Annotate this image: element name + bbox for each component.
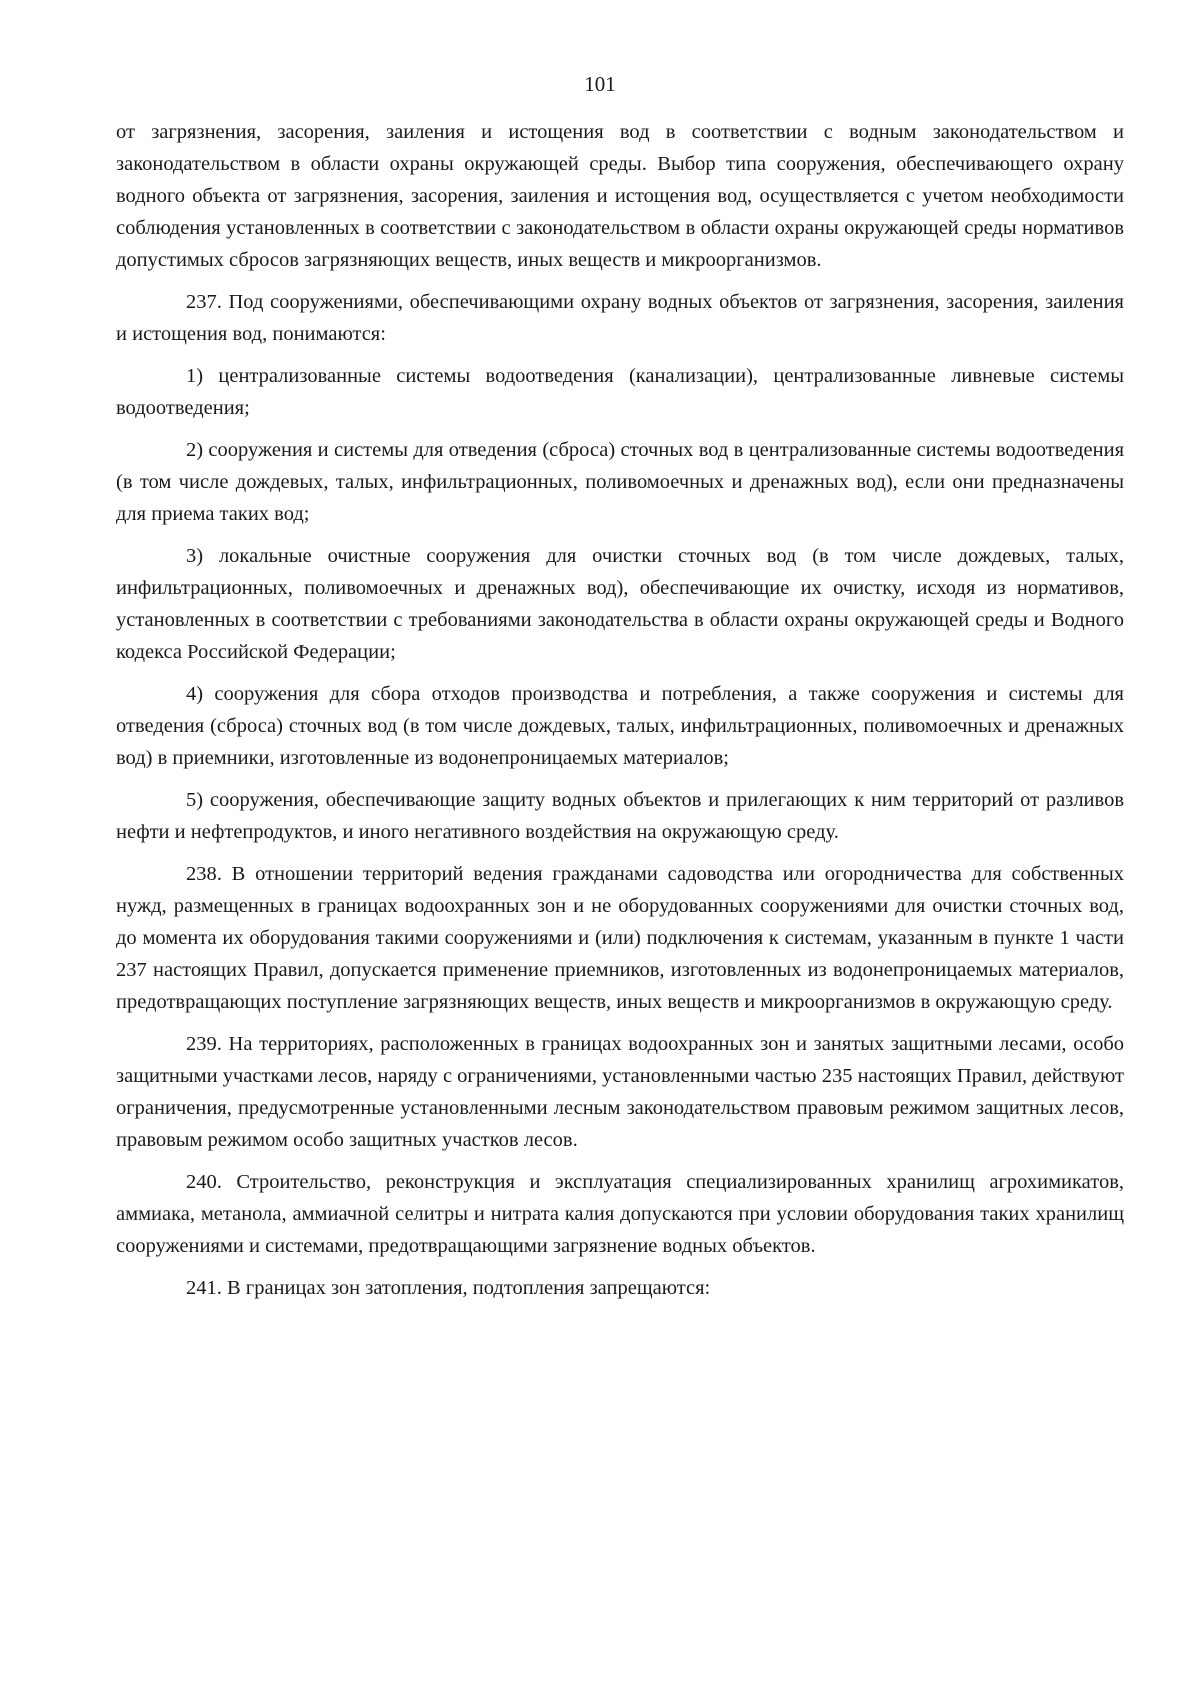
paragraph-continuation: от загрязнения, засорения, заиления и истощения вод в соответствии с водным законодательством и законодательством в области охраны окружающей среды. Выбор типа сооружения, обеспечивающего охрану водного объекта от загрязнения, засорения, заиления и истощения вод, осуществляется с учетом необходимости соблюдения установленных в соответствии с законодательством в области охраны окружающей среды нормативов допустимых сбросов загрязняющих веществ, иных веществ и микроорганизмов. [116, 121, 1124, 271]
paragraph-237: 237. Под сооружениями, обеспечивающими охрану водных объектов от загрязнения, засорения, заиления и истощения вод, понимаются: [116, 291, 1124, 345]
paragraph-241: 241. В границах зон затопления, подтопления запрещаются: [186, 1277, 711, 1299]
paragraph-238: 238. В отношении территорий ведения гражданами садоводства или огородничества для собственных нужд, размещенных в границах водоохранных зон и не оборудованных сооружениями для очистки сточных вод, до момента их оборудования такими сооружениями и (или) подключения к системам, указанным в пункте 1 части 237 настоящих Правил, допускается применение приемников, изготовленных из водонепроницаемых материалов, предотвращающих поступление загрязняющих веществ, иных веществ и микроорганизмов в окружающую среду. [116, 863, 1124, 1013]
paragraph-240: 240. Строительство, реконструкция и эксплуатация специализированных хранилищ агрохимикатов, аммиака, метанола, аммиачной селитры и нитрата калия допускаются при условии оборудования таких хранилищ сооружениями и системами, предотвращающими загрязнение водных объектов. [116, 1171, 1124, 1257]
list-item-1: 1) централизованные системы водоотведения (канализации), централизованные ливневые системы водоотведения; [116, 365, 1124, 419]
list-item-4: 4) сооружения для сбора отходов производства и потребления, а также сооружения и системы для отведения (сброса) сточных вод (в том числе дождевых, талых, инфильтрационных, поливомоечных и дренажных вод) в приемники, изготовленные из водонепроницаемых материалов; [116, 683, 1124, 769]
list-item-2: 2) сооружения и системы для отведения (сброса) сточных вод в централизованные системы водоотведения (в том числе дождевых, талых, инфильтрационных, поливомоечных и дренажных вод), если они предназначены для приема таких вод; [116, 439, 1124, 525]
list-item-5: 5) сооружения, обеспечивающие защиту водных объектов и прилегающих к ним территорий от разливов нефти и нефтепродуктов, и иного негативного воздействия на окружающую среду. [116, 789, 1124, 843]
page-number: 101 [584, 72, 616, 96]
paragraph-239: 239. На территориях, расположенных в границах водоохранных зон и занятых защитными лесами, особо защитными участками лесов, наряду с ограничениями, установленными частью 235 настоящих Правил, действуют ограничения, предусмотренные установленными лесным законодательством правовым режимом защитных лесов, правовым режимом особо защитных участков лесов. [116, 1033, 1124, 1151]
document-body [116, 116, 1124, 1314]
list-item-3: 3) локальные очистные сооружения для очистки сточных вод (в том числе дождевых, талых, инфильтрационных, поливомоечных и дренажных вод), обеспечивающие их очистку, исходя из нормативов, установленных в соответствии с требованиями законодательства в области охраны окружающей среды и Водного кодекса Российской Федерации; [116, 545, 1124, 663]
